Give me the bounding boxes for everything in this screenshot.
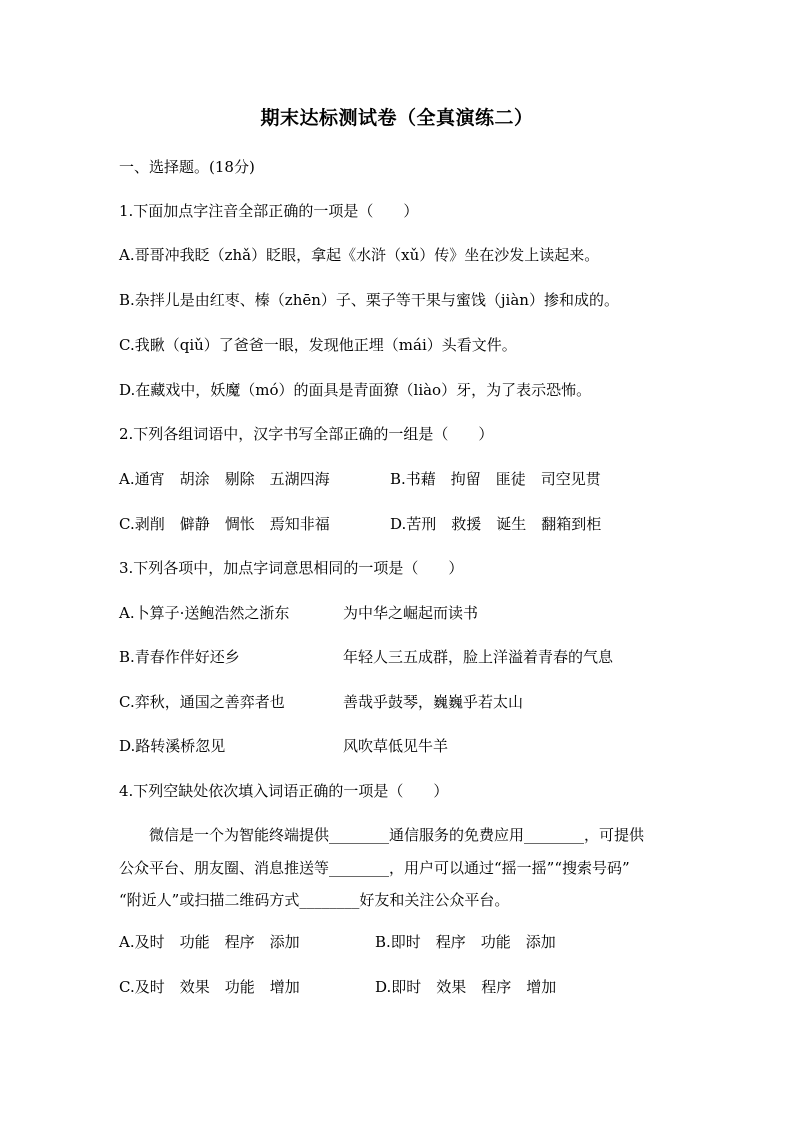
question-4-passage-line-3: “附近人”或扫描二维码方式________好友和关注公众平台。	[119, 891, 510, 909]
question-1-option-c: C.我瞅（qiǔ）了爸爸一眼，发现他正埋（mái）头看文件。	[119, 336, 517, 354]
question-2-option-d: D.苦刑 救援 诞生 翻箱到柜	[390, 515, 602, 533]
question-4-passage-line-1: 微信是一个为智能终端提供________通信服务的免费应用________，可提供	[119, 826, 645, 844]
question-3-option-b-left: B.青春作伴好还乡	[119, 648, 240, 666]
question-2-stem: 2.下列各组词语中，汉字书写全部正确的一组是（ ）	[119, 425, 494, 443]
question-3-stem: 3.下列各项中，加点字词意思相同的一项是（ ）	[119, 559, 464, 577]
question-4-option-b: B.即时 程序 功能 添加	[375, 933, 556, 951]
question-1-stem: 1.下面加点字注音全部正确的一项是（ ）	[119, 202, 419, 220]
question-2-option-b: B.书藉 拘留 匪徒 司空见贯	[390, 470, 601, 488]
section-heading: 一、选择题。(18分)	[119, 158, 255, 176]
question-4-option-d: D.即时 效果 程序 增加	[375, 978, 557, 996]
question-4-option-a: A.及时 功能 程序 添加	[119, 933, 300, 951]
question-3-option-b-right: 年轻人三五成群，脸上洋溢着青春的气息	[343, 648, 614, 666]
question-1-option-a: A.哥哥冲我眨（zhǎ）眨眼，拿起《水浒（xǔ）传》坐在沙发上读起来。	[119, 246, 600, 264]
question-3-option-a-right: 为中华之崛起而读书	[343, 604, 479, 622]
question-3-option-d-right: 风吹草低见牛羊	[343, 737, 449, 755]
question-4-option-c: C.及时 效果 功能 增加	[119, 978, 300, 996]
question-3-option-d-left: D.路转溪桥忽见	[119, 737, 226, 755]
page-title: 期末达标测试卷（全真演练二）	[260, 107, 534, 129]
question-4-stem: 4.下列空缺处依次填入词语正确的一项是（ ）	[119, 782, 449, 800]
question-2-option-c: C.剥削 僻静 惆怅 焉知非福	[119, 515, 330, 533]
question-3-option-c-left: C.弈秋，通国之善弈者也	[119, 693, 285, 711]
question-2-option-a: A.通宵 胡涂 剔除 五湖四海	[119, 470, 330, 488]
question-1-option-b: B.杂拌儿是由红枣、榛（zhēn）子、栗子等干果与蜜饯（jiàn）掺和成的。	[119, 291, 619, 309]
question-3-option-a-left: A.卜算子·送鲍浩然之浙东	[119, 604, 290, 622]
question-4-passage-line-2: 公众平台、朋友圈、消息推送等________，用户可以通过“摇一摇”“搜索号码”	[119, 859, 630, 877]
question-3-option-c-right: 善哉乎鼓琴，巍巍乎若太山	[343, 693, 524, 711]
question-1-option-d: D.在藏戏中，妖魔（mó）的面具是青面獠（liào）牙，为了表示恐怖。	[119, 381, 592, 399]
